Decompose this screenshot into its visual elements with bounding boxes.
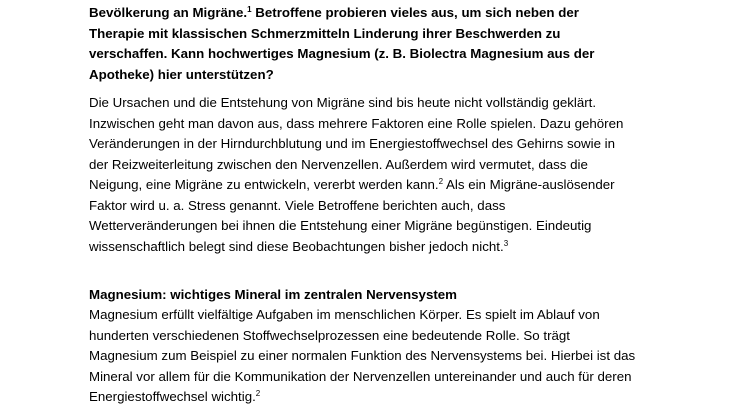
magnesium-paragraph bbox=[89, 305, 635, 408]
magnesium-line-4: Mineral vor allem für die Kommunikation der Nervenzellen untereinander und auch für deren bbox=[89, 368, 632, 384]
causes-line-3: Veränderungen in der Hirndurchblutung und im Energiestoffwechsel des Gehirns sowie in bbox=[89, 136, 616, 151]
causes-line-6: Faktor wird u. a. Stress genannt. Viele Betroffene berichten auch, dass bbox=[89, 197, 506, 213]
magnesium-line-5: Energiestoffwechsel wichtig.$^2$ bbox=[89, 389, 261, 404]
footnote-ref: 2 bbox=[255, 389, 261, 398]
section-heading: Magnesium: wichtiges Mineral im zentralen Nervensystem bbox=[89, 287, 457, 302]
footnote-ref: 1 bbox=[247, 5, 252, 14]
causes-line-2: Inzwischen geht man davon aus, dass mehrere Faktoren eine Rolle spielen. Dazu gehören bbox=[89, 115, 624, 131]
causes-line-7: Wetterveränderungen bei ihnen die Entstehung einer Migräne begünstigen. Eindeutig bbox=[89, 218, 592, 233]
causes-line-8: wissenschaftlich belegt sind diese Beobachtungen bisher jedoch nicht.$^3$ bbox=[89, 238, 509, 254]
intro-line-1: Bevölkerung an Migräne.$^1$ Betroffene probieren vieles aus, um sich neben der bbox=[89, 5, 579, 20]
intro-line-4: Apotheke) hier unterstützen? bbox=[89, 66, 274, 82]
magnesium-line-3: Magnesium zum Beispiel zu einer normalen Funktion des Nervensystems bei. Hierbei ist das bbox=[89, 348, 636, 363]
causes-line-1: Die Ursachen und die Entstehung von Migräne sind bis heute nicht vollständig geklärt. bbox=[89, 95, 597, 110]
footnote-ref: 2 bbox=[438, 177, 444, 186]
intro-line-2: Therapie mit klassischen Schmerzmitteln Linderung ihrer Beschwerden zu bbox=[89, 25, 561, 41]
magnesium-line-1: Magnesium erfüllt vielfältige Aufgaben im menschlichen Körper. Es spielt im Ablauf von bbox=[89, 307, 600, 322]
causes-line-4: der Reizweiterleitung zwischen den Nervenzellen. Außerdem wird vermutet, dass die bbox=[89, 156, 588, 172]
footnote-ref: 3 bbox=[503, 238, 509, 248]
intro-paragraph bbox=[89, 3, 594, 85]
causes-paragraph bbox=[89, 93, 623, 257]
magnesium-line-2: hunderten verschiedenen Stoffwechselprozessen eine bedeutende Rolle. So trägt bbox=[89, 327, 570, 343]
intro-line-3: verschaffen. Kann hochwertiges Magnesium (z. B. Biolectra Magnesium aus der bbox=[89, 46, 595, 61]
causes-line-5: Neigung, eine Migräne zu entwickeln, vererbt werden kann.$^2$ Als ein Migräne-auslösender bbox=[89, 177, 615, 192]
